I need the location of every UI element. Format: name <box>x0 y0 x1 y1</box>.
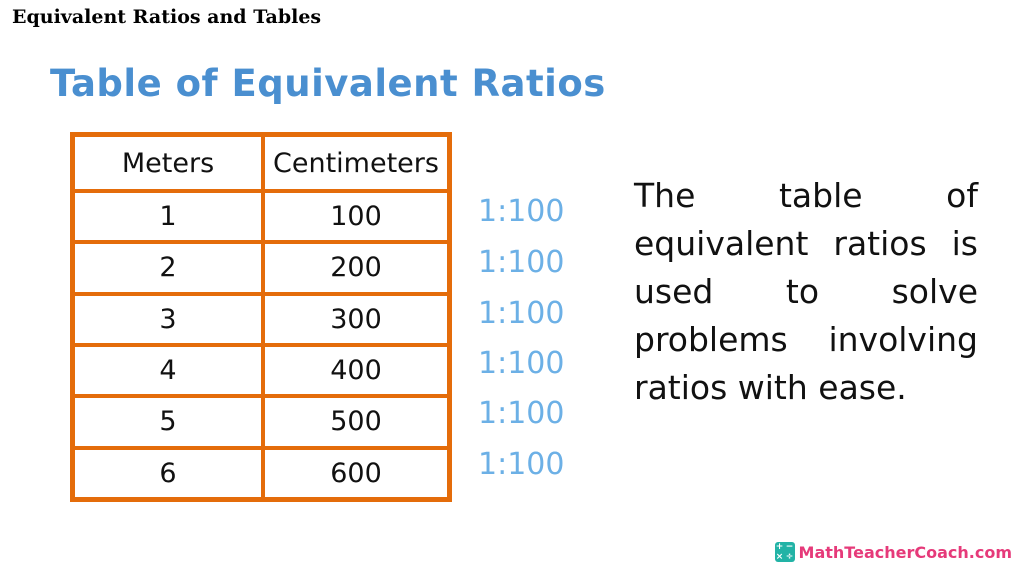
description-text: The table of equivalent ratios is used to solve problems involving ratios with ease. <box>634 176 978 407</box>
ratio-label: 1:100 <box>478 346 565 381</box>
table-header-centimeters: Centimeters <box>265 137 447 189</box>
equivalent-ratios-table <box>70 132 452 502</box>
ratio-label: 1:100 <box>478 447 565 482</box>
table-cell-centimeters: 600 <box>265 450 447 497</box>
header-title: Equivalent Ratios and Tables <box>12 6 322 28</box>
table-cell-meters: 4 <box>75 347 261 394</box>
slide-title: Table of Equivalent Ratios <box>50 62 606 105</box>
mathteachercoach-logo <box>775 542 1012 562</box>
calculator-icon: + − × ÷ <box>775 542 794 562</box>
logo-text: MathTeacherCoach.com <box>798 542 1012 562</box>
table-cell-meters: 2 <box>75 244 261 291</box>
table-cell-centimeters: 400 <box>265 347 447 394</box>
ratio-label: 1:100 <box>478 296 565 331</box>
ratio-label: 1:100 <box>478 245 565 280</box>
table-cell-meters: 6 <box>75 450 261 497</box>
table-cell-meters: 3 <box>75 296 261 343</box>
table-cell-meters: 5 <box>75 398 261 445</box>
table-cell-centimeters: 300 <box>265 296 447 343</box>
table-cell-meters: 1 <box>75 193 261 240</box>
ratio-label: 1:100 <box>478 396 565 431</box>
table-cell-centimeters: 500 <box>265 398 447 445</box>
table-cell-centimeters: 100 <box>265 193 447 240</box>
table-header-meters: Meters <box>75 137 261 189</box>
ratio-label: 1:100 <box>478 194 565 229</box>
table-cell-centimeters: 200 <box>265 244 447 291</box>
